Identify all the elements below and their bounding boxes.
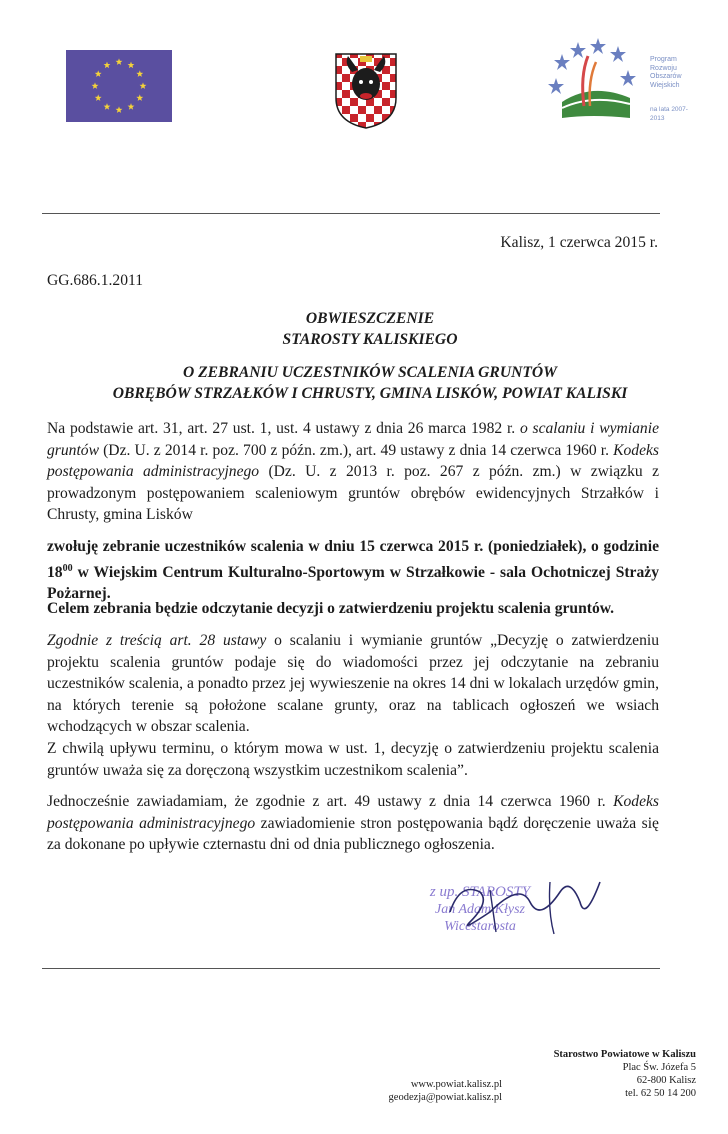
handwritten-signature: [430, 872, 610, 942]
footer-address: [496, 1048, 696, 1100]
para6-italic: Kodeks postępowania administracyjnego: [47, 793, 659, 832]
shield-check: [390, 122, 398, 130]
subject-line-1: O ZEBRANIU UCZESTNIKÓW SCALENIA GRUNTÓW: [182, 364, 558, 381]
shield-check: [334, 66, 342, 74]
paragraph-delivery: Z chwilą upływu terminu, o którym mowa w ust. 1, decyzję o zatwierdzeniu projektu scalenia gruntów uważa się za doręczoną wszystkim uczestnikom scalenia”.: [47, 740, 659, 779]
footer-street: Plac Św. Józefa 5: [622, 1062, 696, 1073]
title-line-2: STAROSTY KALISKIEGO: [282, 331, 458, 348]
footer-city: 62-800 Kalisz: [636, 1075, 696, 1086]
shield-check: [342, 106, 350, 114]
footer-contacts: [360, 1078, 502, 1104]
paragraph-article-28: [47, 630, 659, 738]
shield-check: [366, 114, 374, 122]
shield-check: [382, 82, 390, 90]
para1-text-3: (Dz. U. z 2013 r. poz. 267 z późn. zm.) w związku z prowadzonym postępowaniem scaleniowym gruntów obrębów ewidencyjnych Strzałków i Chrusty, gmina Lisków: [47, 463, 659, 523]
shield-check: [334, 98, 342, 106]
footer-email[interactable]: geodezja@powiat.kalisz.pl: [388, 1092, 502, 1103]
shield-check: [342, 90, 350, 98]
paragraph-meeting-announcement: [47, 536, 659, 605]
para4-text: o scalaniu i wymianie gruntów „Decyzję o zatwierdzeniu projektu scalenia gruntów podaje się do wiadomości przez jej odczytanie na zebraniu uczestników scalenia, a ponadto przez jej wywieszenie na okres 14 dni w lokalach urzędów gmin, na których terenie są położone scalane grunty, oraz na tablicach ogłoszeń we wsiach wchodzących w obszar scalenia.: [47, 632, 659, 735]
title-line-1: OBWIESZCZENIE: [305, 310, 435, 327]
para1-text-1: Na podstawie art. 31, art. 27 ust. 1, ust. 4 ustawy z dnia 26 marca 1982 r.: [47, 420, 520, 437]
eu-flag-logo: [66, 50, 172, 122]
prow-text-3: Obszarów: [650, 73, 682, 80]
shield-check: [342, 74, 350, 82]
para2-text-2: w Wiejskim Centrum Kulturalno-Sportowym w Strzałkowie - sala Ochotniczej Straży Pożarnej.: [47, 563, 659, 603]
para1-text-2: (Dz. U. z 2014 r. poz. 700 z późn. zm.), art. 49 ustawy z dnia 14 czerwca 1960 r.: [99, 441, 614, 459]
shield-check: [382, 98, 390, 106]
footer-organization: Starostwo Powiatowe w Kaliszu: [553, 1049, 696, 1060]
prow-text-1: Program: [650, 56, 677, 63]
stamp-line-2: Jan Adam Kłysz: [435, 902, 525, 917]
document-date: Kalisz, 1 czerwca 2015 r.: [500, 234, 658, 251]
paragraph-legal-basis: [47, 418, 659, 526]
subject-block: [20, 362, 720, 404]
footer-divider: [42, 968, 660, 969]
shield-check: [390, 58, 398, 66]
stamp-line-1: z up. STAROSTY: [429, 884, 531, 900]
subject-line-2: OBRĘBÓW STRZAŁKÓW I CHRUSTY, GMINA LISKÓW, POWIAT KALISKI: [112, 385, 628, 402]
shield-check: [358, 106, 366, 114]
stamp-line-3: Wicestarosta: [444, 919, 516, 934]
para1-italic-1: o scalaniu i wymianie gruntów: [47, 420, 659, 459]
shield-check: [350, 98, 358, 106]
header-divider: [42, 213, 660, 214]
prow-logo: [548, 36, 698, 126]
para2-superscript: 00: [62, 562, 73, 574]
prow-text-4: Wiejskich: [650, 81, 680, 89]
shield-check: [390, 90, 398, 98]
para2-text-1: zwołuję zebranie uczestników scalenia w dniu 15 czerwca 2015 r. (poniedziałek), o godzinie 18: [47, 538, 659, 581]
coat-of-arms-logo: [334, 50, 398, 130]
para1-italic-2: Kodeks postępowania administracyjnego: [47, 441, 659, 480]
shield-check: [342, 122, 350, 130]
para6-text-2: zawiadomienie stron postępowania bądź doręczenie uważa się za dokonane po upływie czternastu dni od dnia publicznego ogłoszenia.: [47, 814, 659, 853]
para6-text-1: Jednocześnie zawiadamiam, że zgodnie z art. 49 ustawy z dnia 14 czerwca 1960 r.: [47, 793, 614, 810]
shield-check: [350, 114, 358, 122]
prow-text-5: na lata 2007-2013: [650, 106, 688, 122]
shield-check: [374, 106, 382, 114]
reference-number: GG.686.1.2011: [47, 272, 144, 289]
shield-check: [390, 74, 398, 82]
footer-website[interactable]: www.powiat.kalisz.pl: [410, 1079, 502, 1090]
shield-check: [334, 82, 342, 90]
para4-italic: Zgodnie z treścią art. 28 ustawy: [47, 632, 267, 649]
paragraph-notice: [47, 791, 659, 856]
footer-phone: tel. 62 50 14 200: [625, 1088, 696, 1099]
title-block: [40, 308, 700, 350]
prow-text-2: Rozwoju: [650, 64, 677, 72]
paragraph-meeting-purpose: Celem zebrania będzie odczytanie decyzji o zatwierdzeniu projektu scalenia gruntów.: [47, 600, 615, 617]
